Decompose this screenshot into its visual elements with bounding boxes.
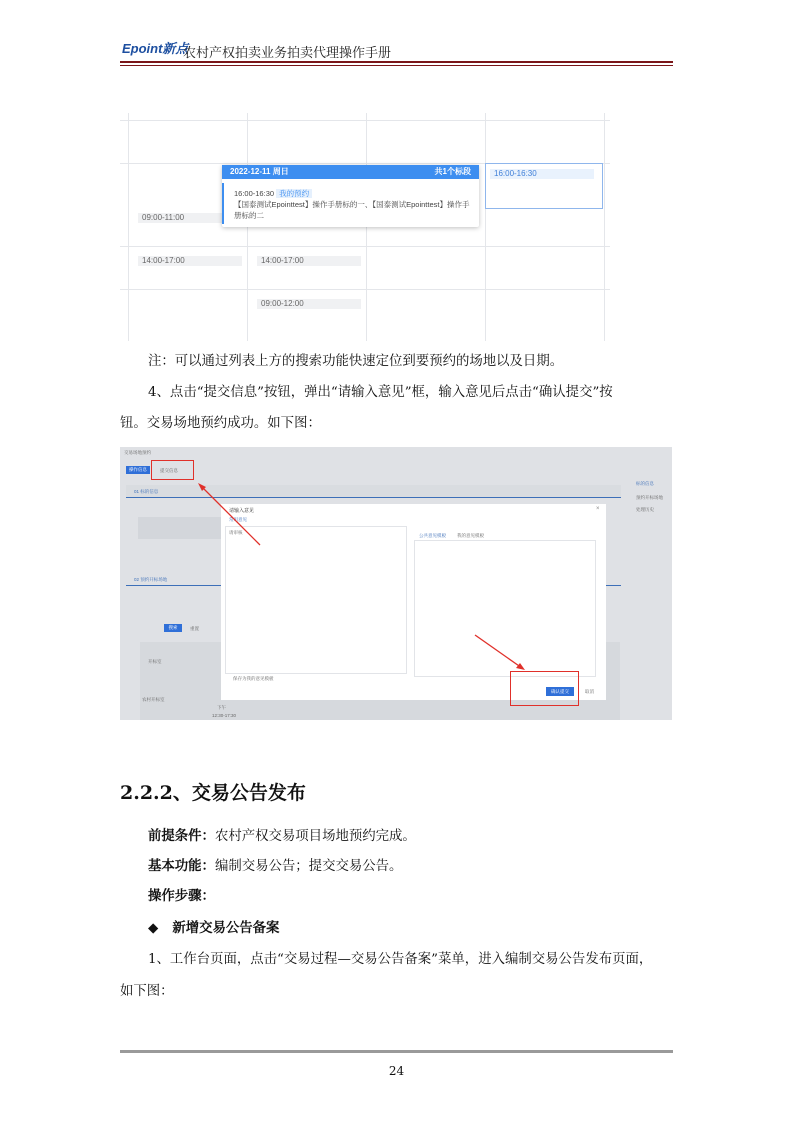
side-item[interactable]: 处理历史	[636, 507, 654, 512]
page-number: 24	[388, 1064, 405, 1078]
time-slot[interactable]: 09:00-12:00	[257, 299, 361, 309]
popup-count: 共1个标段	[434, 167, 471, 176]
prereq-paragraph	[148, 826, 416, 847]
annotation-arrows	[120, 447, 672, 720]
submit-info-tab[interactable]: 提交信息	[160, 468, 178, 473]
confirm-submit-button[interactable]: 确认提交	[546, 687, 574, 696]
shot-page-title: 交易场地预约	[124, 450, 151, 455]
dialog-title: 请输入意见	[229, 508, 255, 514]
selected-slot[interactable]: 16:00-16:30	[490, 169, 594, 179]
function-label: 基本功能：	[148, 858, 215, 874]
bullet-item	[148, 918, 279, 938]
booking-popup	[222, 165, 479, 227]
note-paragraph: 注：可以通过列表上方的搜索功能快速定位到要预约的场地以及日期。	[148, 354, 564, 369]
popup-time: 16:00-16:30	[234, 189, 275, 198]
side-item[interactable]: 预约开标场地	[636, 495, 663, 500]
reset-button[interactable]: 重置	[190, 626, 199, 631]
time-slot[interactable]: 14:00-17:00	[257, 256, 361, 266]
step1-line1: 1、工作台页面，点击“交易过程—交易公告备案”菜单，进入编制交易公告发布页面，	[148, 952, 653, 967]
side-item[interactable]: 标的信息	[636, 481, 654, 486]
time-slot[interactable]: 14:00-17:00	[138, 256, 242, 266]
cancel-button[interactable]: 取消	[585, 689, 594, 694]
dialog-subtitle: 常用意见	[229, 517, 247, 522]
popup-date: 2022-12-11 周日	[230, 167, 289, 176]
header-rule-thin	[120, 65, 673, 66]
my-template-tab[interactable]: 我的意见模板	[457, 533, 484, 538]
popup-text: 【国泰测试Epointtest】操作手册标的一、【国泰测试Epointtest】操作手册标的二	[234, 200, 470, 220]
section-heading: 2.2.2、交易公告发布	[120, 782, 306, 804]
document-title: 农村产权拍卖业务拍卖代理操作手册	[183, 46, 392, 61]
time-slot[interactable]: 09:00-11:00	[138, 213, 242, 223]
save-template-checkbox[interactable]: 保存为我的意见模板	[233, 676, 274, 681]
submit-dialog-screenshot	[120, 447, 672, 720]
bullet-text: 新增交易公告备案	[172, 920, 280, 936]
venue-row: 农村开标室	[142, 697, 165, 702]
prereq-text: 农村产权交易项目场地预约完成。	[214, 829, 416, 844]
steps-label: 操作步骤：	[148, 888, 215, 904]
diamond-bullet-icon: ◆	[148, 920, 159, 936]
step4-line2: 钮。交易场地预约成功。如下图：	[120, 416, 321, 431]
step4-line1: 4、点击“提交信息”按钮，弹出“请输入意见”框，输入意见后点击“确认提交”按	[148, 385, 613, 400]
function-text: 编制交易公告；提交交易公告。	[214, 859, 403, 874]
time-value: 12:30-17:30	[212, 713, 237, 718]
venue-header: 开标室	[148, 659, 162, 664]
section1-label: 01 标的信息	[134, 489, 159, 494]
header-rule	[120, 61, 673, 63]
close-icon[interactable]: ×	[596, 506, 600, 512]
popup-tag: 我的预约	[276, 189, 312, 198]
operation-tab[interactable]: 操作信息	[126, 466, 150, 474]
step1-line2: 如下图：	[120, 984, 174, 999]
search-button[interactable]: 搜索	[164, 624, 182, 632]
time-label: 下午	[217, 705, 226, 710]
function-paragraph	[148, 856, 402, 877]
prereq-label: 前提条件：	[148, 828, 215, 844]
calendar-screenshot	[120, 113, 610, 341]
footer-rule	[120, 1050, 673, 1053]
section2-label: 02 预约开标场地	[134, 577, 168, 582]
public-template-tab[interactable]: 公共意见模板	[419, 533, 446, 538]
epoint-logo: Epoint新点	[122, 41, 189, 56]
opinion-text: 请审核	[229, 530, 243, 535]
